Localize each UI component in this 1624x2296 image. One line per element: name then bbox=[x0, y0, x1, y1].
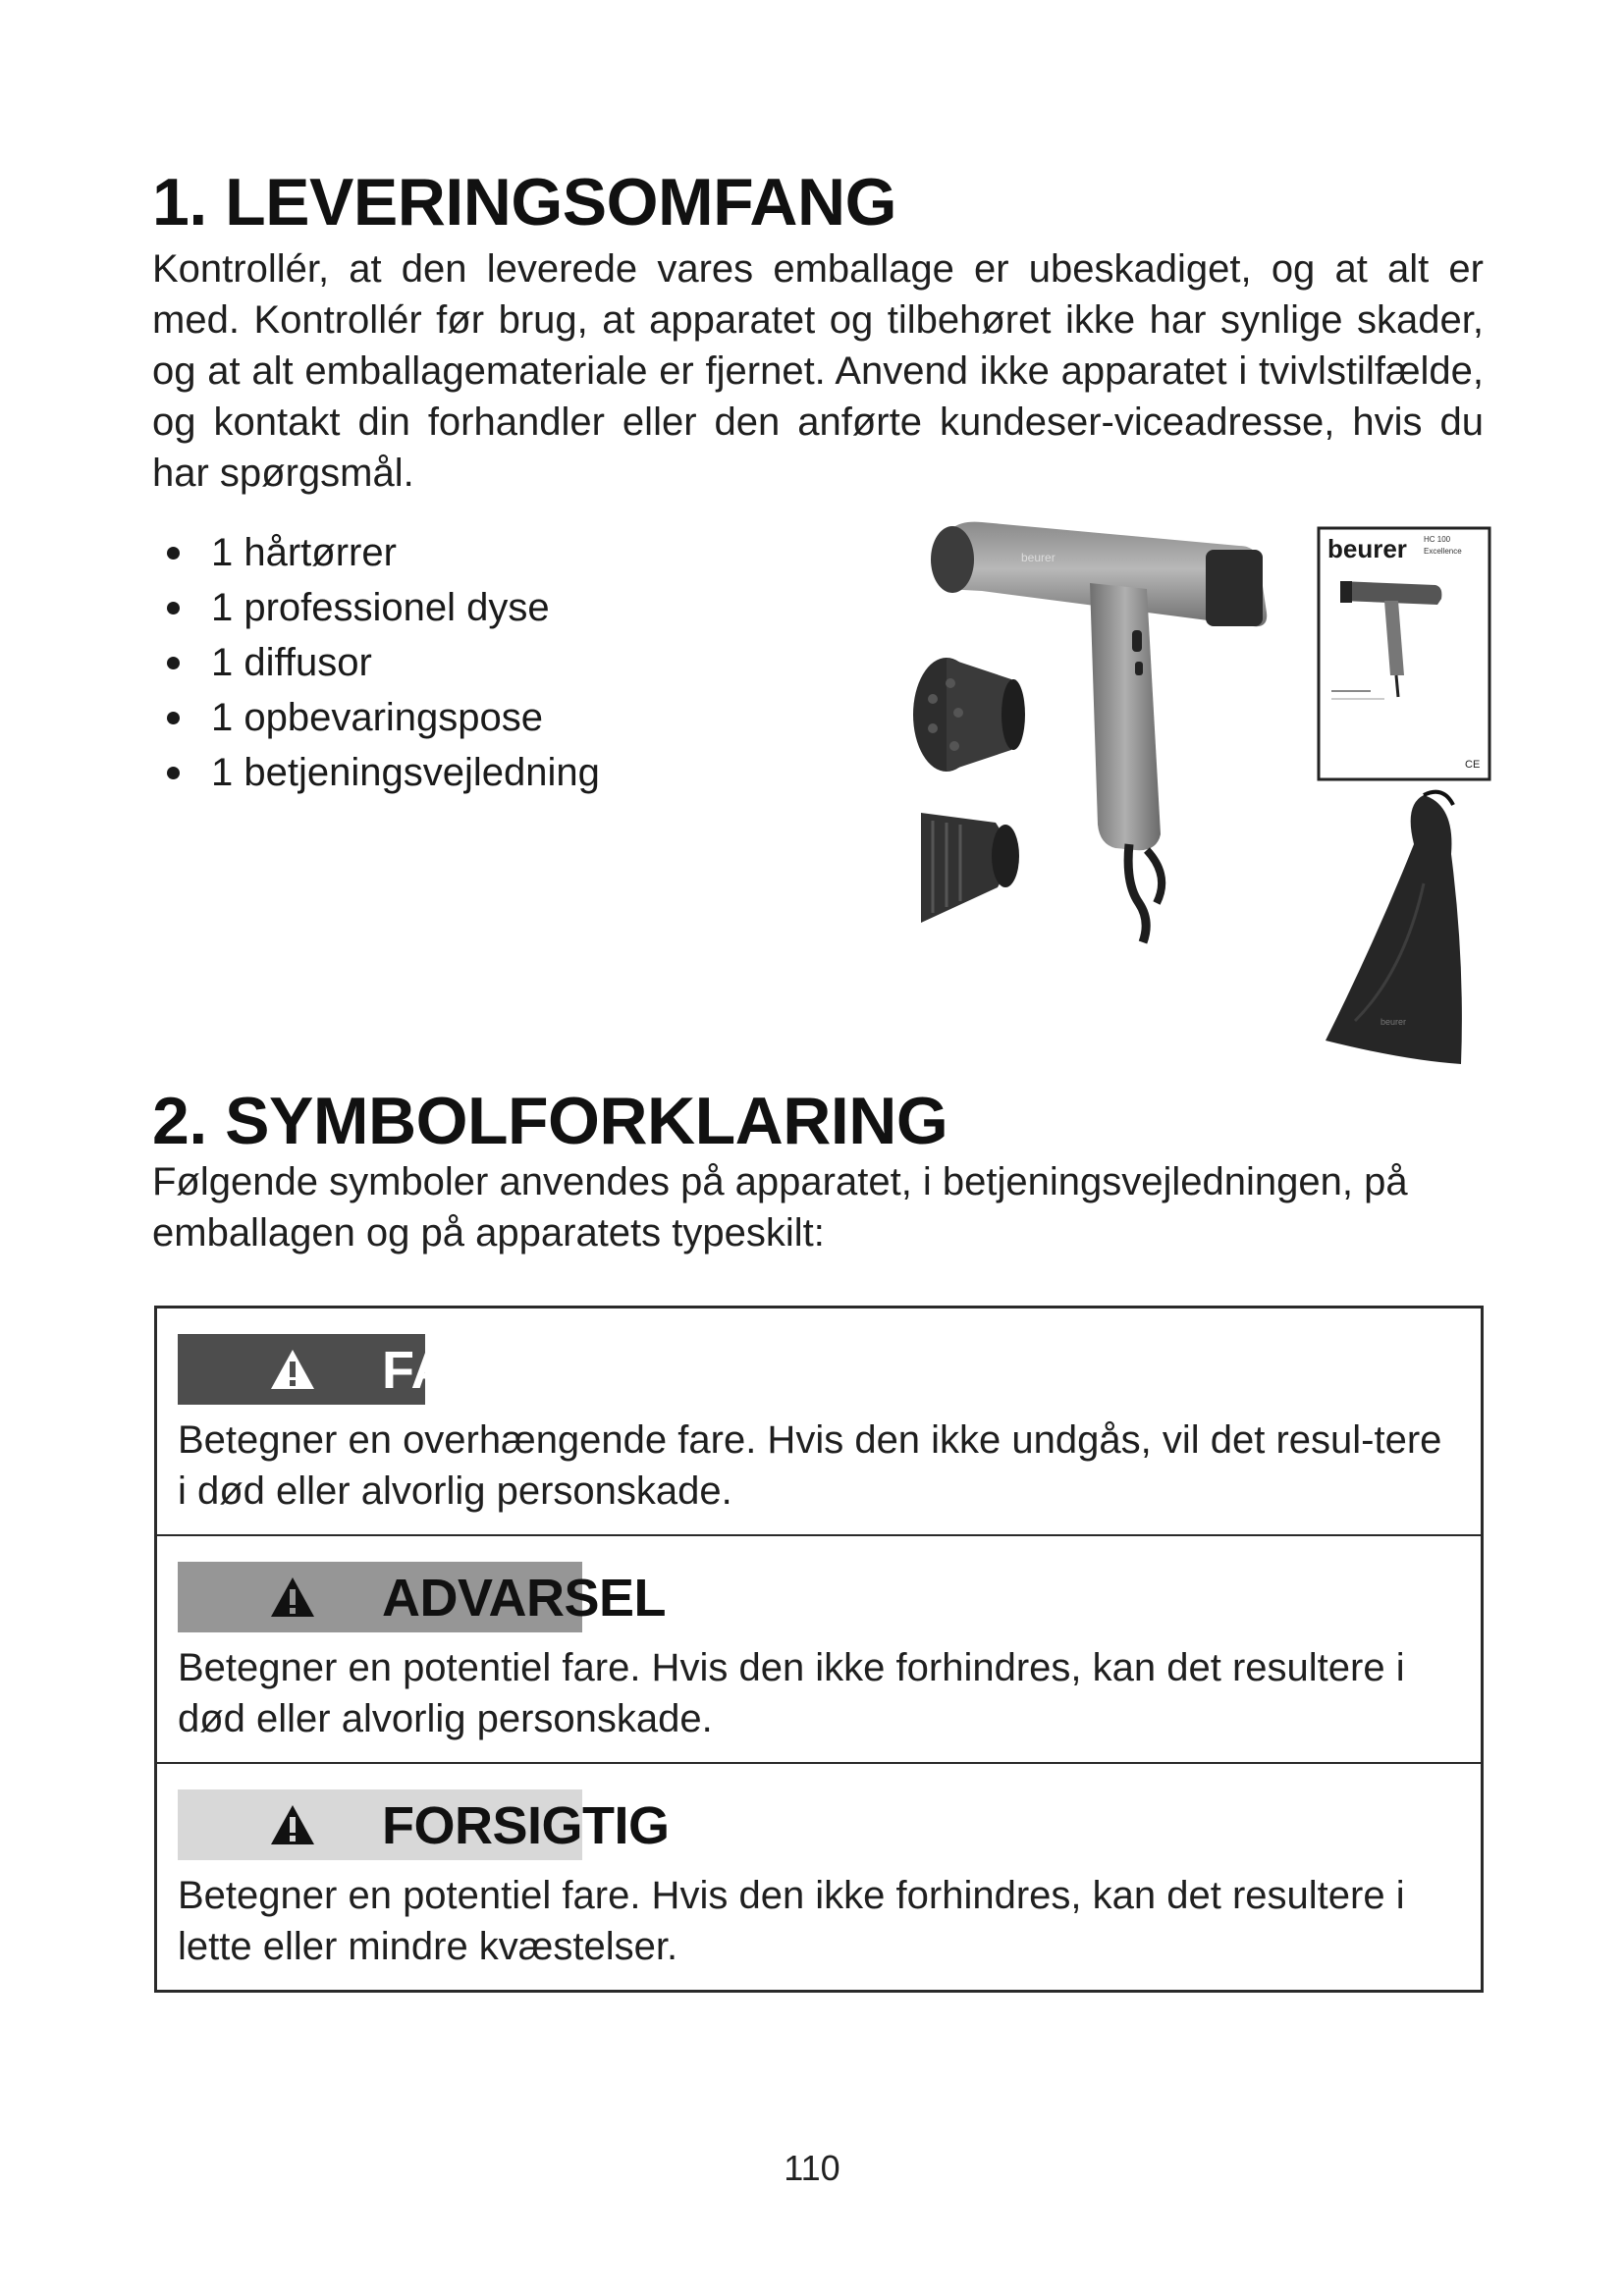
signal-word-advarsel: ADVARSEL bbox=[382, 1569, 667, 1628]
list-item: 1 opbevaringspose bbox=[167, 690, 600, 745]
bullet-icon bbox=[167, 767, 180, 779]
section1-heading: 1. LEVERINGSOMFANG bbox=[152, 165, 896, 240]
contents-list bbox=[167, 525, 600, 800]
page-number: 110 bbox=[784, 2148, 840, 2188]
manual-icon bbox=[1319, 528, 1489, 779]
signal-word-forsigtig: FORSIGTIG bbox=[382, 1796, 670, 1855]
section2-heading: 2. SYMBOLFORKLARING bbox=[152, 1084, 948, 1158]
storage-bag-icon bbox=[1326, 792, 1462, 1064]
svg-text:beurer: beurer bbox=[1327, 534, 1407, 563]
svg-text:HC 100: HC 100 bbox=[1424, 535, 1451, 544]
bullet-icon bbox=[167, 547, 180, 560]
nozzle-icon bbox=[921, 813, 1019, 923]
svg-text:beurer: beurer bbox=[1021, 551, 1056, 564]
signal-description-caution: Betegner en potentiel fare. Hvis den ikke forhindres, kan det resultere i lette eller mindre kvæstelser. bbox=[178, 1874, 1405, 1968]
bullet-icon bbox=[167, 657, 180, 669]
diffuser-icon bbox=[913, 658, 1025, 772]
signal-word-fare: FA bbox=[382, 1341, 450, 1400]
svg-text:Excellence: Excellence bbox=[1424, 547, 1462, 556]
svg-text:beurer: beurer bbox=[1380, 1017, 1407, 1027]
warning-triangle-icon bbox=[269, 1803, 316, 1846]
section1-paragraph: Kontrollér, at den leverede vares emballage er ubeskadiget, og at alt er med. Kontrollér før brug, at apparatet og tilbehøret ikke har synlige skader, og at alt emballagemateriale er fjernet. Anvend ikke apparatet i tvivlstilfælde, og kontakt din forhandler eller den anførte kundeser-viceadresse, hvis du har spørgsmål. bbox=[152, 247, 1484, 495]
svg-text:CE: CE bbox=[1465, 759, 1481, 771]
signal-row-danger bbox=[157, 1308, 1481, 1536]
signal-word-table bbox=[154, 1306, 1484, 1993]
signal-row-warning bbox=[157, 1536, 1481, 1764]
signal-description-danger: Betegner en overhængende fare. Hvis den ikke undgås, vil det resul-tere i død eller alvorlig personskade. bbox=[178, 1418, 1442, 1513]
section2-paragraph: Følgende symboler anvendes på apparatet, i betjeningsvejledningen, på emballagen og på apparatets typeskilt: bbox=[152, 1160, 1408, 1255]
bullet-icon bbox=[167, 712, 180, 724]
warning-triangle-icon bbox=[269, 1348, 316, 1391]
list-item: 1 betjeningsvejledning bbox=[167, 745, 600, 800]
list-item: 1 diffusor bbox=[167, 635, 600, 690]
signal-row-caution bbox=[157, 1764, 1481, 1990]
signal-description-warning: Betegner en potentiel fare. Hvis den ikke forhindres, kan det resultere i død eller alvorlig personskade. bbox=[178, 1646, 1405, 1740]
warning-triangle-icon bbox=[269, 1575, 316, 1619]
product-contents-illustration bbox=[893, 510, 1492, 1080]
bullet-icon bbox=[167, 602, 180, 614]
list-item: 1 professionel dyse bbox=[167, 580, 600, 635]
list-item: 1 hårtørrer bbox=[167, 525, 600, 580]
